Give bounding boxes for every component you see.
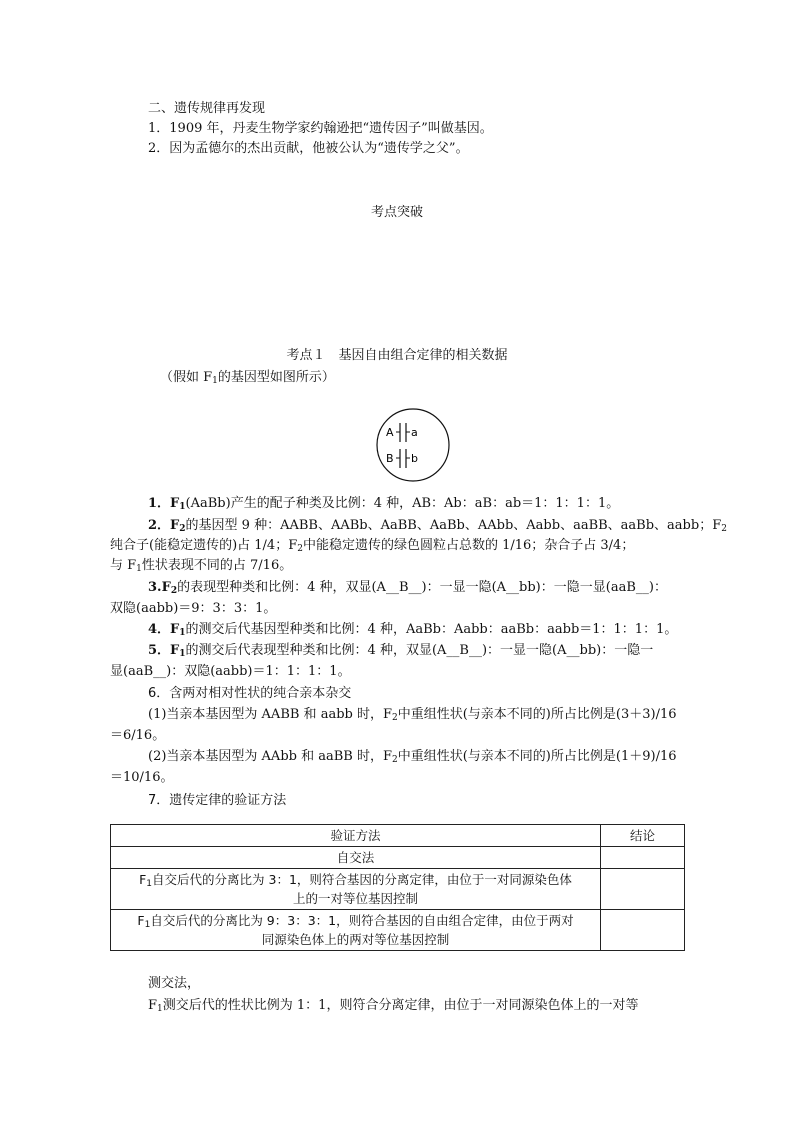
method-cell: $F_1$自交后代的分离比为 3：1，则符合基因的分离定律，由位于一对同源染色体 上的一对等位基因控制: [111, 869, 601, 910]
item-2-line-3: 与 $F_1$性状表现不同的占 7/16。: [110, 558, 293, 574]
verification-table: [110, 824, 685, 951]
intro-heading: 二、遗传规律再发现: [148, 101, 266, 116]
method-cell: $F_1$自交后代的分离比为 9：3：3：1，则符合基因的自由组合定律，由位于两对 同源染色体上的两对等位基因控制: [111, 910, 601, 951]
topic-title: 考点１ 基因自由组合定律的相关数据: [286, 348, 508, 363]
item-6-1: (1)当亲本基因型为 AABB 和 aabb 时，$F_2$中重组性状(与亲本不同的)所占比例是(3＋3)/16: [148, 707, 677, 723]
table-row: [111, 910, 685, 951]
testcross-paragraph: $F_1$测交后代的性状比例为 1：1，则符合分离定律，由位于一对同源染色体上的一对等: [148, 998, 639, 1014]
header-method: 验证方法: [111, 825, 601, 847]
item-6-2-line-2: ＝10/16。: [110, 770, 174, 785]
method-self-cross: 自交法: [111, 847, 601, 869]
item-2-line-2: 纯合子(能稳定遗传的)占 1/4；$F_2$中能稳定遗传的绿色圆粒占总数的 1/16；杂合子占 3/4；: [110, 538, 635, 554]
conclusion-cell: [601, 869, 685, 910]
topic-note: （假如 $F_1$的基因型如图所示）: [160, 370, 335, 386]
table-row: [111, 847, 685, 869]
intro-paragraph-2: 2．因为孟德尔的杰出贡献，他被公认为“遗传学之父”。: [148, 141, 469, 156]
item-5: 5．$F_1$的测交后代表现型种类和比例：4 种，双显(A__B__)：一显一隐(A__bb)：一隐一: [148, 643, 654, 659]
allele-A-label: A: [386, 426, 394, 439]
item-1: 1．$F_1(AaBb)$产生的配子种类及比例：4 种，AB：Ab：aB：ab＝1：1：1：1。: [148, 496, 620, 512]
cell-outline: [377, 409, 449, 481]
intro-paragraph-1: 1．1909 年，丹麦生物学家约翰逊把“遗传因子”叫做基因。: [148, 121, 493, 136]
item-6-2: (2)当亲本基因型为 AAbb 和 aaBB 时，$F_2$中重组性状(与亲本不同的)所占比例是(1＋9)/16: [148, 749, 677, 765]
header-conclusion: 结论: [601, 825, 685, 847]
allele-B-label: B: [386, 452, 394, 465]
cell-genotype-diagram: [375, 407, 451, 483]
allele-b-label: b: [411, 452, 418, 465]
item-2: 2．$F_2$的基因型 9 种：AABB、AABb、AaBB、AaBb、AAbb、Aabb、aaBB、aaBb、aabb；$F_2$: [148, 518, 727, 534]
item-3: $3.F_2$的表现型种类和比例：4 种，双显(A__B__)：一显一隐(A__bb)：一隐一显(aaB__)：: [148, 580, 667, 596]
item-5-line-2: 显(aaB__)：双隐(aabb)＝1：1：1：1。: [110, 664, 351, 679]
conclusion-cell: [601, 910, 685, 951]
item-3-line-2: 双隐(aabb)＝9：3：3：1。: [110, 601, 277, 616]
section-title: 考点突破: [370, 205, 423, 220]
conclusion-cell: [601, 847, 685, 869]
table-row: [111, 869, 685, 910]
item-6: 6．含两对相对性状的纯合亲本杂交: [148, 686, 352, 701]
testcross-heading: 测交法，: [148, 976, 201, 991]
item-4: 4．$F_1$的测交后代基因型种类和比例：4 种，AaBb：Aabb：aaBb：aabb＝1：1：1：1。: [148, 622, 678, 638]
allele-a-label: a: [411, 426, 418, 439]
item-6-1-line-2: ＝6/16。: [110, 728, 166, 743]
table-header-row: [111, 825, 685, 847]
item-7: 7．遗传定律的验证方法: [148, 793, 287, 808]
